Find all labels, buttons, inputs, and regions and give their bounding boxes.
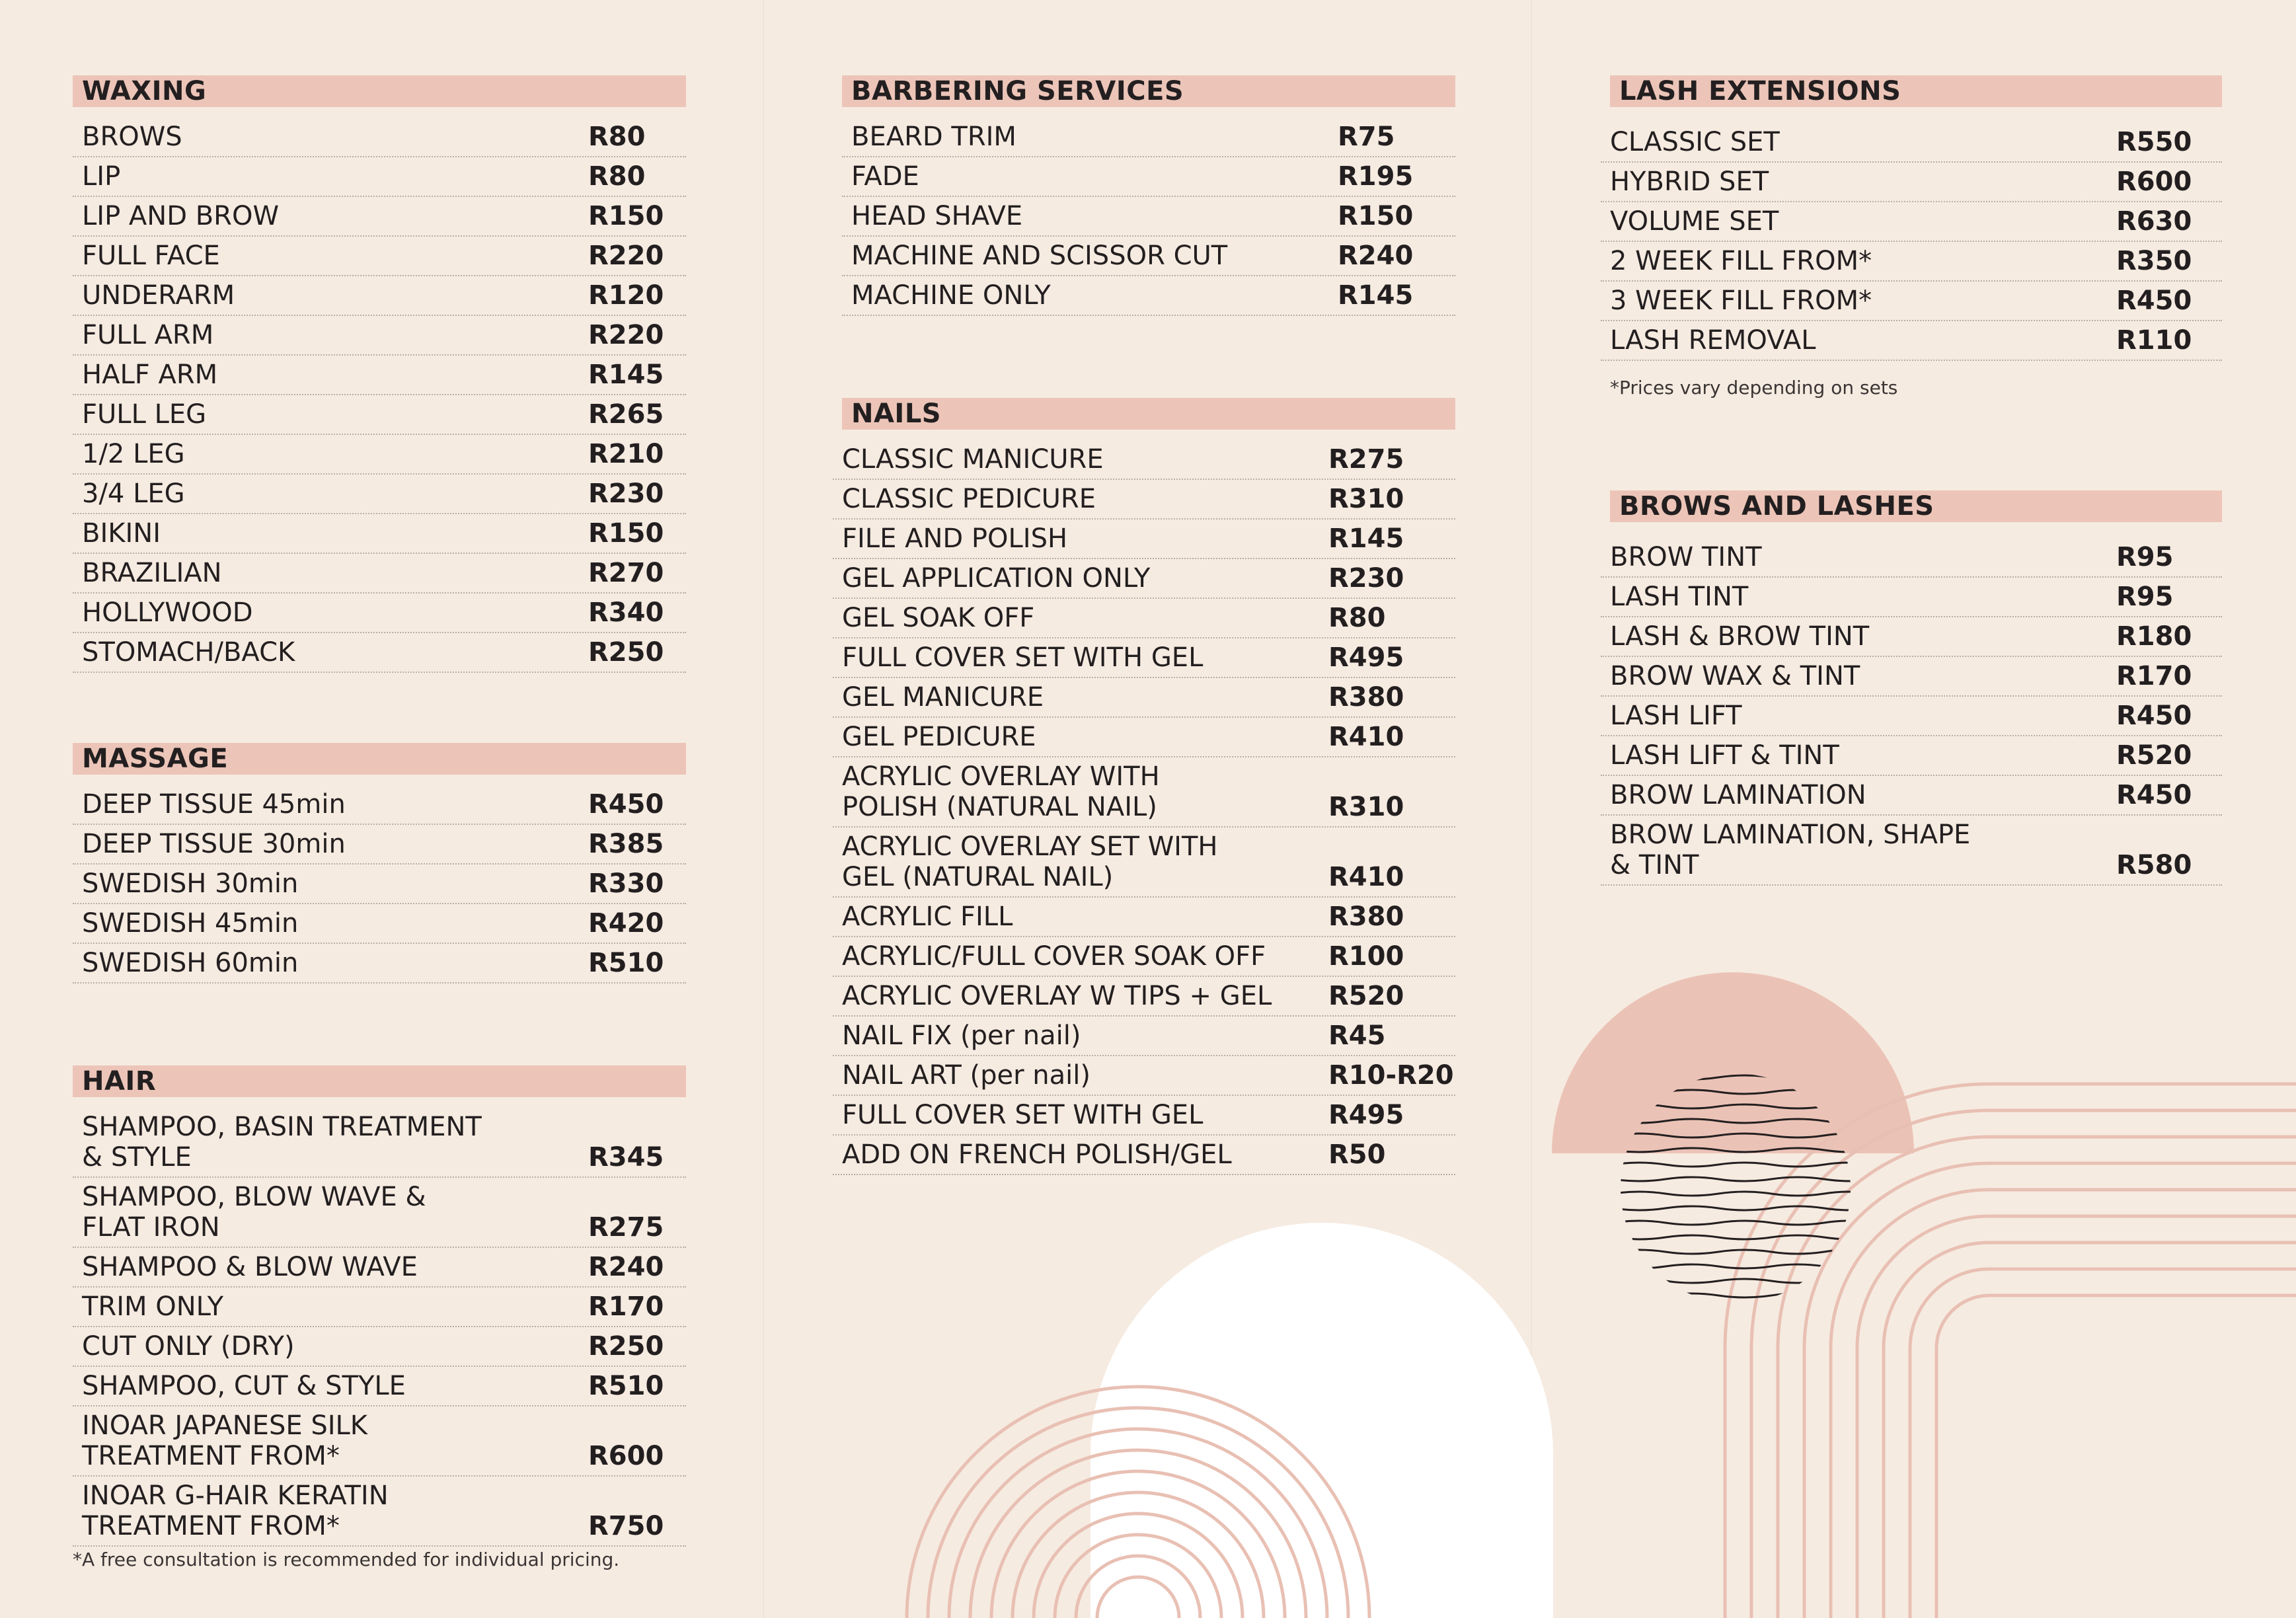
massage-section bbox=[73, 743, 686, 983]
service-name: INOAR JAPANESE SILK TREATMENT FROM* bbox=[82, 1410, 368, 1471]
price-row bbox=[833, 757, 1455, 828]
service-price: R630 bbox=[2116, 206, 2192, 237]
service-name: BEARD TRIM bbox=[851, 122, 1016, 152]
price-row bbox=[833, 1056, 1455, 1096]
service-name: SHAMPOO, BLOW WAVE & FLAT IRON bbox=[82, 1182, 426, 1243]
service-name: ACRYLIC OVERLAY WITH POLISH (NATURAL NAIL) bbox=[842, 761, 1160, 822]
price-row bbox=[842, 197, 1455, 237]
price-row bbox=[1601, 776, 2222, 816]
price-list bbox=[73, 785, 686, 983]
section-title: BROWS AND LASHES bbox=[1610, 490, 2222, 522]
service-price: R250 bbox=[588, 637, 664, 668]
price-row bbox=[1601, 538, 2222, 578]
service-price: R450 bbox=[588, 789, 664, 820]
nested-arches-decoration bbox=[1725, 1084, 2296, 1618]
price-row bbox=[842, 276, 1455, 316]
service-name: FILE AND POLISH bbox=[842, 523, 1068, 554]
hair-footnote: *A free consultation is recommended for individual pricing. bbox=[73, 1549, 620, 1570]
price-row bbox=[833, 599, 1455, 638]
service-name: ADD ON FRENCH POLISH/GEL bbox=[842, 1139, 1232, 1170]
price-list bbox=[73, 1108, 686, 1547]
price-row bbox=[833, 937, 1455, 977]
section-title: MASSAGE bbox=[73, 743, 686, 775]
price-row bbox=[73, 475, 686, 514]
price-list bbox=[1601, 538, 2222, 886]
service-price: R310 bbox=[1328, 484, 1404, 514]
price-row bbox=[73, 356, 686, 395]
service-price: R250 bbox=[588, 1331, 664, 1362]
price-row bbox=[833, 638, 1455, 678]
service-name: LASH REMOVAL bbox=[1610, 325, 1816, 356]
hair-section bbox=[73, 1065, 686, 1547]
service-name: MACHINE ONLY bbox=[851, 280, 1051, 311]
service-price: R330 bbox=[588, 868, 664, 899]
service-price: R220 bbox=[588, 241, 664, 271]
service-name: NAIL ART (per nail) bbox=[842, 1060, 1091, 1091]
service-name: SHAMPOO, BASIN TREATMENT & STYLE bbox=[82, 1112, 482, 1173]
service-price: R145 bbox=[588, 360, 664, 390]
service-price: R100 bbox=[1328, 941, 1404, 972]
price-row bbox=[1601, 578, 2222, 617]
service-name: VOLUME SET bbox=[1610, 206, 1779, 237]
section-title: WAXING bbox=[73, 75, 686, 107]
nails-section bbox=[842, 398, 1455, 1175]
waxing-section bbox=[73, 75, 686, 673]
price-row bbox=[1601, 123, 2222, 163]
price-row bbox=[73, 237, 686, 276]
price-row bbox=[73, 1367, 686, 1406]
price-row bbox=[1601, 282, 2222, 321]
service-name: LIP AND BROW bbox=[82, 201, 279, 231]
price-row bbox=[833, 828, 1455, 898]
service-name: GEL PEDICURE bbox=[842, 722, 1036, 752]
service-name: SWEDISH 60min bbox=[82, 948, 299, 978]
price-row bbox=[73, 633, 686, 673]
price-row bbox=[73, 316, 686, 356]
service-price: R550 bbox=[2116, 127, 2192, 157]
service-price: R510 bbox=[588, 948, 664, 978]
service-price: R350 bbox=[2116, 246, 2192, 276]
lash-footnote: *Prices vary depending on sets bbox=[1610, 377, 1898, 399]
price-row bbox=[73, 1288, 686, 1327]
service-name: 3/4 LEG bbox=[82, 479, 185, 509]
service-name: BIKINI bbox=[82, 518, 161, 549]
service-price: R340 bbox=[588, 597, 664, 628]
service-name: 2 WEEK FILL FROM* bbox=[1610, 246, 1872, 276]
price-row bbox=[833, 718, 1455, 757]
price-row bbox=[833, 480, 1455, 520]
price-row bbox=[73, 1477, 686, 1547]
price-list bbox=[842, 118, 1455, 316]
service-name: FULL COVER SET WITH GEL bbox=[842, 1100, 1204, 1130]
price-row bbox=[842, 237, 1455, 276]
service-name: FADE bbox=[851, 161, 919, 192]
service-price: R495 bbox=[1328, 1100, 1404, 1130]
price-row bbox=[833, 1096, 1455, 1136]
service-name: SWEDISH 30min bbox=[82, 868, 299, 899]
service-price: R150 bbox=[1338, 201, 1414, 231]
price-row bbox=[73, 1248, 686, 1288]
service-name: LASH TINT bbox=[1610, 582, 1749, 612]
service-price: R410 bbox=[1328, 722, 1404, 752]
service-name: CLASSIC SET bbox=[1610, 127, 1780, 157]
lash-extensions-section bbox=[1610, 75, 2222, 361]
price-row bbox=[833, 1017, 1455, 1056]
section-title: BARBERING SERVICES bbox=[842, 75, 1455, 107]
barbering-section bbox=[842, 75, 1455, 316]
service-price: R450 bbox=[2116, 701, 2192, 731]
service-price: R520 bbox=[1328, 981, 1404, 1011]
price-row bbox=[833, 898, 1455, 937]
service-name: HYBRID SET bbox=[1610, 167, 1769, 197]
service-name: HEAD SHAVE bbox=[851, 201, 1023, 231]
service-price: R50 bbox=[1328, 1139, 1386, 1170]
service-price: R145 bbox=[1328, 523, 1404, 554]
service-name: 1/2 LEG bbox=[82, 439, 185, 469]
section-title: NAILS bbox=[842, 398, 1455, 430]
service-name: FULL ARM bbox=[82, 320, 214, 350]
price-row bbox=[73, 594, 686, 633]
service-name: CLASSIC MANICURE bbox=[842, 444, 1104, 475]
service-price: R270 bbox=[588, 558, 664, 588]
service-name: LIP bbox=[82, 161, 121, 192]
service-price: R520 bbox=[2116, 740, 2192, 771]
service-price: R230 bbox=[588, 479, 664, 509]
price-row bbox=[73, 944, 686, 983]
price-row bbox=[73, 904, 686, 944]
price-row bbox=[833, 559, 1455, 599]
service-name: STOMACH/BACK bbox=[82, 637, 295, 668]
service-price: R750 bbox=[588, 1511, 664, 1541]
service-price: R385 bbox=[588, 829, 664, 859]
service-price: R95 bbox=[2116, 582, 2174, 612]
price-row bbox=[1601, 202, 2222, 242]
service-name: DEEP TISSUE 45min bbox=[82, 789, 346, 820]
service-price: R110 bbox=[2116, 325, 2192, 356]
service-name: UNDERARM bbox=[82, 280, 235, 311]
service-name: MACHINE AND SCISSOR CUT bbox=[851, 241, 1228, 271]
service-name: TRIM ONLY bbox=[82, 1291, 224, 1322]
price-row bbox=[1601, 657, 2222, 697]
price-row bbox=[73, 435, 686, 475]
service-name: ACRYLIC OVERLAY SET WITH GEL (NATURAL NAIL) bbox=[842, 831, 1218, 892]
price-row bbox=[73, 1406, 686, 1477]
service-name: BROWS bbox=[82, 122, 182, 152]
price-row bbox=[73, 118, 686, 157]
service-name: FULL LEG bbox=[82, 399, 207, 430]
service-price: R75 bbox=[1338, 122, 1395, 152]
service-name: DEEP TISSUE 30min bbox=[82, 829, 346, 859]
service-price: R240 bbox=[1338, 241, 1414, 271]
price-row bbox=[833, 440, 1455, 480]
service-price: R10-R20 bbox=[1328, 1060, 1454, 1091]
service-price: R275 bbox=[1328, 444, 1404, 475]
price-row bbox=[833, 977, 1455, 1017]
service-price: R120 bbox=[588, 280, 664, 311]
price-row bbox=[842, 157, 1455, 197]
service-price: R510 bbox=[588, 1371, 664, 1401]
service-price: R240 bbox=[588, 1252, 664, 1282]
service-price: R310 bbox=[1328, 792, 1404, 822]
price-row bbox=[1601, 736, 2222, 776]
price-row bbox=[73, 554, 686, 594]
price-row bbox=[1601, 163, 2222, 202]
service-price: R495 bbox=[1328, 642, 1404, 673]
price-row bbox=[833, 678, 1455, 718]
service-name: SWEDISH 45min bbox=[82, 908, 299, 939]
service-price: R230 bbox=[1328, 563, 1404, 594]
service-name: ACRYLIC OVERLAY W TIPS + GEL bbox=[842, 981, 1272, 1011]
service-name: LASH LIFT bbox=[1610, 701, 1742, 731]
service-name: GEL MANICURE bbox=[842, 682, 1044, 713]
price-row bbox=[73, 785, 686, 825]
price-row bbox=[73, 1327, 686, 1367]
service-name: LASH & BROW TINT bbox=[1610, 621, 1870, 652]
service-name: LASH LIFT & TINT bbox=[1610, 740, 1839, 771]
service-price: R80 bbox=[588, 122, 646, 152]
service-price: R150 bbox=[588, 201, 664, 231]
service-name: ACRYLIC/FULL COVER SOAK OFF bbox=[842, 941, 1266, 972]
service-price: R80 bbox=[588, 161, 646, 192]
service-price: R580 bbox=[2116, 850, 2192, 880]
service-price: R195 bbox=[1338, 161, 1414, 192]
service-name: HOLLYWOOD bbox=[82, 597, 253, 628]
service-name: BROW WAX & TINT bbox=[1610, 661, 1860, 691]
service-price: R150 bbox=[588, 518, 664, 549]
price-row bbox=[73, 865, 686, 904]
service-price: R600 bbox=[2116, 167, 2192, 197]
price-row bbox=[833, 520, 1455, 559]
service-price: R220 bbox=[588, 320, 664, 350]
price-row bbox=[73, 1178, 686, 1248]
service-name: GEL SOAK OFF bbox=[842, 603, 1035, 633]
service-name: INOAR G-HAIR KERATIN TREATMENT FROM* bbox=[82, 1481, 389, 1541]
price-row bbox=[1601, 697, 2222, 736]
service-name: HALF ARM bbox=[82, 360, 218, 390]
service-price: R45 bbox=[1328, 1021, 1386, 1051]
service-name: BROW LAMINATION, SHAPE & TINT bbox=[1610, 820, 1971, 880]
price-row bbox=[73, 276, 686, 316]
price-list bbox=[73, 118, 686, 673]
price-row bbox=[73, 395, 686, 435]
price-row bbox=[842, 118, 1455, 157]
service-name: BROW LAMINATION bbox=[1610, 780, 1866, 810]
service-price: R420 bbox=[588, 908, 664, 939]
price-row bbox=[1601, 617, 2222, 657]
service-name: CLASSIC PEDICURE bbox=[842, 484, 1096, 514]
service-price: R95 bbox=[2116, 542, 2174, 572]
service-name: CUT ONLY (DRY) bbox=[82, 1331, 295, 1362]
price-row bbox=[1601, 321, 2222, 361]
price-row bbox=[73, 1108, 686, 1178]
service-name: FULL FACE bbox=[82, 241, 220, 271]
price-row bbox=[73, 157, 686, 197]
price-row bbox=[1601, 816, 2222, 886]
price-row bbox=[1601, 242, 2222, 282]
service-price: R450 bbox=[2116, 780, 2192, 810]
service-price: R180 bbox=[2116, 621, 2192, 652]
service-name: GEL APPLICATION ONLY bbox=[842, 563, 1151, 594]
service-price: R380 bbox=[1328, 902, 1404, 932]
section-title: LASH EXTENSIONS bbox=[1610, 75, 2222, 107]
service-price: R265 bbox=[588, 399, 664, 430]
service-name: ACRYLIC FILL bbox=[842, 902, 1013, 932]
service-price: R80 bbox=[1328, 603, 1386, 633]
service-price: R380 bbox=[1328, 682, 1404, 713]
pink-half-sun-shape bbox=[1552, 972, 1914, 1153]
price-list bbox=[833, 440, 1455, 1175]
service-name: NAIL FIX (per nail) bbox=[842, 1021, 1081, 1051]
service-price: R170 bbox=[2116, 661, 2192, 691]
service-price: R410 bbox=[1328, 862, 1404, 892]
brows-lashes-section bbox=[1610, 490, 2222, 886]
service-price: R450 bbox=[2116, 286, 2192, 316]
service-name: 3 WEEK FILL FROM* bbox=[1610, 286, 1872, 316]
service-name: SHAMPOO & BLOW WAVE bbox=[82, 1252, 418, 1282]
price-row bbox=[833, 1136, 1455, 1175]
service-price: R145 bbox=[1338, 280, 1414, 311]
service-name: BRAZILIAN bbox=[82, 558, 222, 588]
service-name: BROW TINT bbox=[1610, 542, 1762, 572]
service-price: R275 bbox=[588, 1212, 664, 1243]
service-price: R170 bbox=[588, 1291, 664, 1322]
service-price: R210 bbox=[588, 439, 664, 469]
service-name: FULL COVER SET WITH GEL bbox=[842, 642, 1204, 673]
price-row bbox=[73, 825, 686, 865]
service-price: R600 bbox=[588, 1441, 664, 1471]
price-row bbox=[73, 514, 686, 554]
section-title: HAIR bbox=[73, 1065, 686, 1097]
price-list bbox=[1601, 123, 2222, 361]
service-price: R345 bbox=[588, 1142, 664, 1173]
price-row bbox=[73, 197, 686, 237]
service-name: SHAMPOO, CUT & STYLE bbox=[82, 1371, 406, 1401]
